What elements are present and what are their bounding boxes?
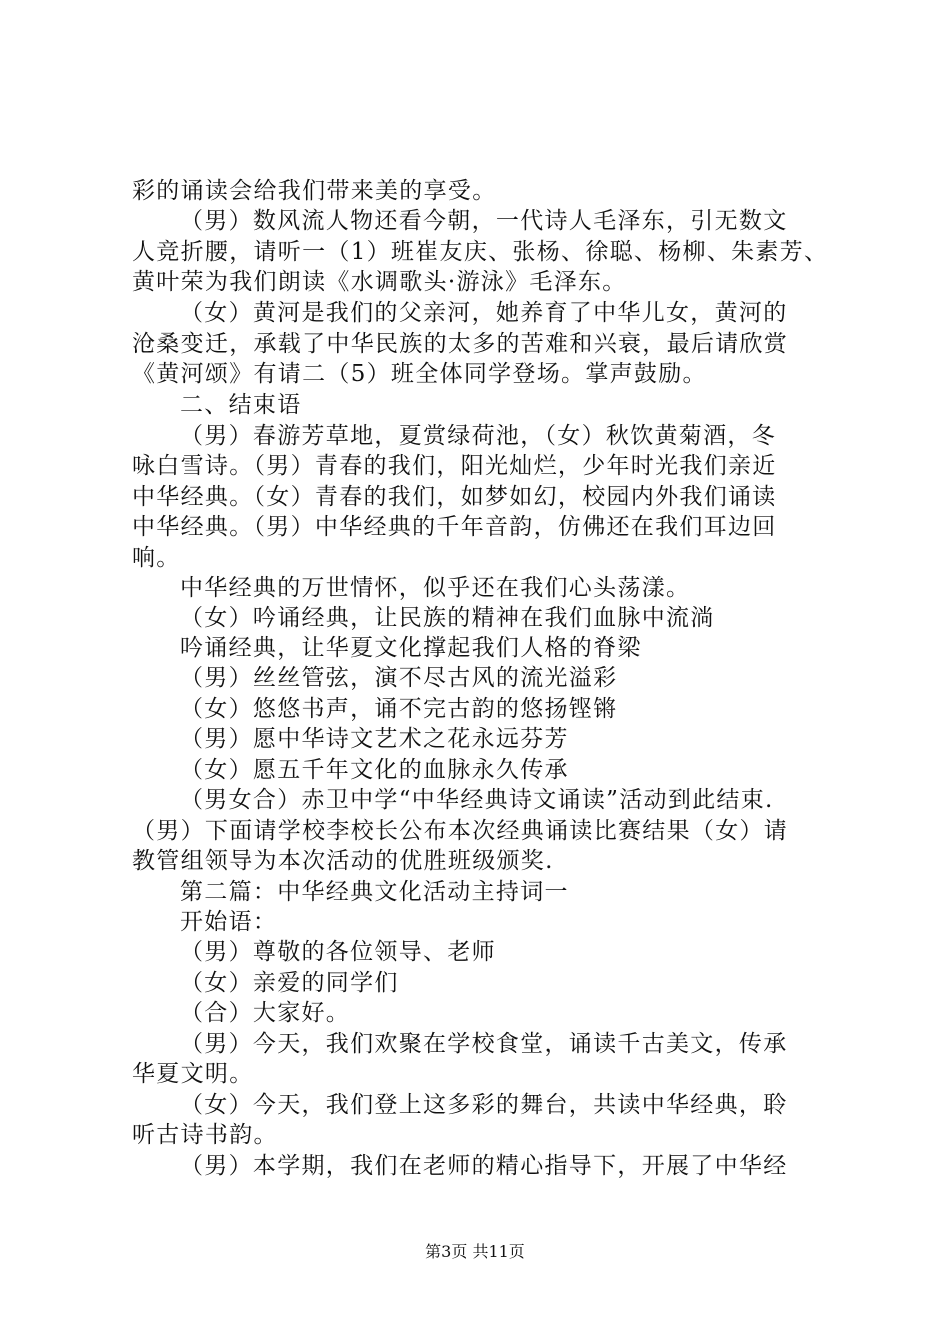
text-line: （男女合）赤卫中学“中华经典诗文诵读”活动到此结束. xyxy=(180,787,774,813)
text-line: 听古诗书韵。 xyxy=(132,1122,278,1148)
text-line: （男）数风流人物还看今朝，一代诗人毛泽东，引无数文 xyxy=(180,208,788,234)
section-heading: 二、结束语 xyxy=(180,392,302,418)
text-line: 华夏文明。 xyxy=(132,1061,254,1087)
text-line: （女）黄河是我们的父亲河，她养育了中华儿女，黄河的 xyxy=(180,300,788,326)
text-line: （女）愿五千年文化的血脉永久传承 xyxy=(180,757,569,783)
text-line: （女）亲爱的同学们 xyxy=(180,970,399,996)
text-line: 响。 xyxy=(132,545,181,571)
chapter-heading: 第二篇：中华经典文化活动主持词一 xyxy=(180,879,569,905)
text-line: （男）尊敬的各位领导、老师 xyxy=(180,939,496,965)
text-line: （男）今天，我们欢聚在学校食堂，诵读千古美文，传承 xyxy=(180,1031,788,1057)
text-line: （女）悠悠书声，诵不完古韵的悠扬铿锵 xyxy=(180,696,618,722)
text-line: （女）吟诵经典，让民族的精神在我们血脉中流淌 xyxy=(180,605,715,631)
text-line: 彩的诵读会给我们带来美的享受。 xyxy=(132,178,497,204)
text-line: 咏白雪诗。（男）青春的我们，阳光灿烂，少年时光我们亲近 xyxy=(132,453,777,479)
text-line: （男）丝丝管弦，演不尽古风的流光溢彩 xyxy=(180,665,618,691)
text-line: （男）春游芳草地，夏赏绿荷池，（女）秋饮黄菊酒，冬 xyxy=(180,423,776,449)
text-line: 吟诵经典，让华夏文化撑起我们人格的脊梁 xyxy=(180,635,642,661)
text-line: 中华经典。（女）青春的我们，如梦如幻，校园内外我们诵读 xyxy=(132,484,777,510)
page-footer: 第3页 共11页 xyxy=(425,1242,525,1261)
text-line: 教管组领导为本次活动的优胜班级颁奖. xyxy=(132,848,554,874)
text-line: 人竞折腰，请听一（1）班崔友庆、张杨、徐聪、杨柳、朱素芳、 xyxy=(132,239,829,265)
text-line: 沧桑变迁，承载了中华民族的太多的苦难和兴衰，最后请欣赏 xyxy=(132,331,789,357)
text-line: 中华经典。（男）中华经典的千年音韵，仿佛还在我们耳边回 xyxy=(132,514,777,540)
text-line: 中华经典的万世情怀，似乎还在我们心头荡漾。 xyxy=(180,575,691,601)
text-line: 《黄河颂》有请二（5）班全体同学登场。掌声鼓励。 xyxy=(132,361,707,387)
text-line: （男）下面请学校李校长公布本次经典诵读比赛结果（女）请 xyxy=(132,818,789,844)
text-line: （女）今天，我们登上这多彩的舞台，共读中华经典，聆 xyxy=(180,1092,788,1118)
text-line: 开始语： xyxy=(180,909,278,935)
text-line: 黄叶荣为我们朗读《水调歌头·游泳》毛泽东。 xyxy=(132,269,627,295)
text-line: （男）愿中华诗文艺术之花永远芬芳 xyxy=(180,726,569,752)
text-line: （男）本学期，我们在老师的精心指导下，开展了中华经 xyxy=(180,1153,788,1179)
text-line: （合）大家好。 xyxy=(180,1000,351,1026)
